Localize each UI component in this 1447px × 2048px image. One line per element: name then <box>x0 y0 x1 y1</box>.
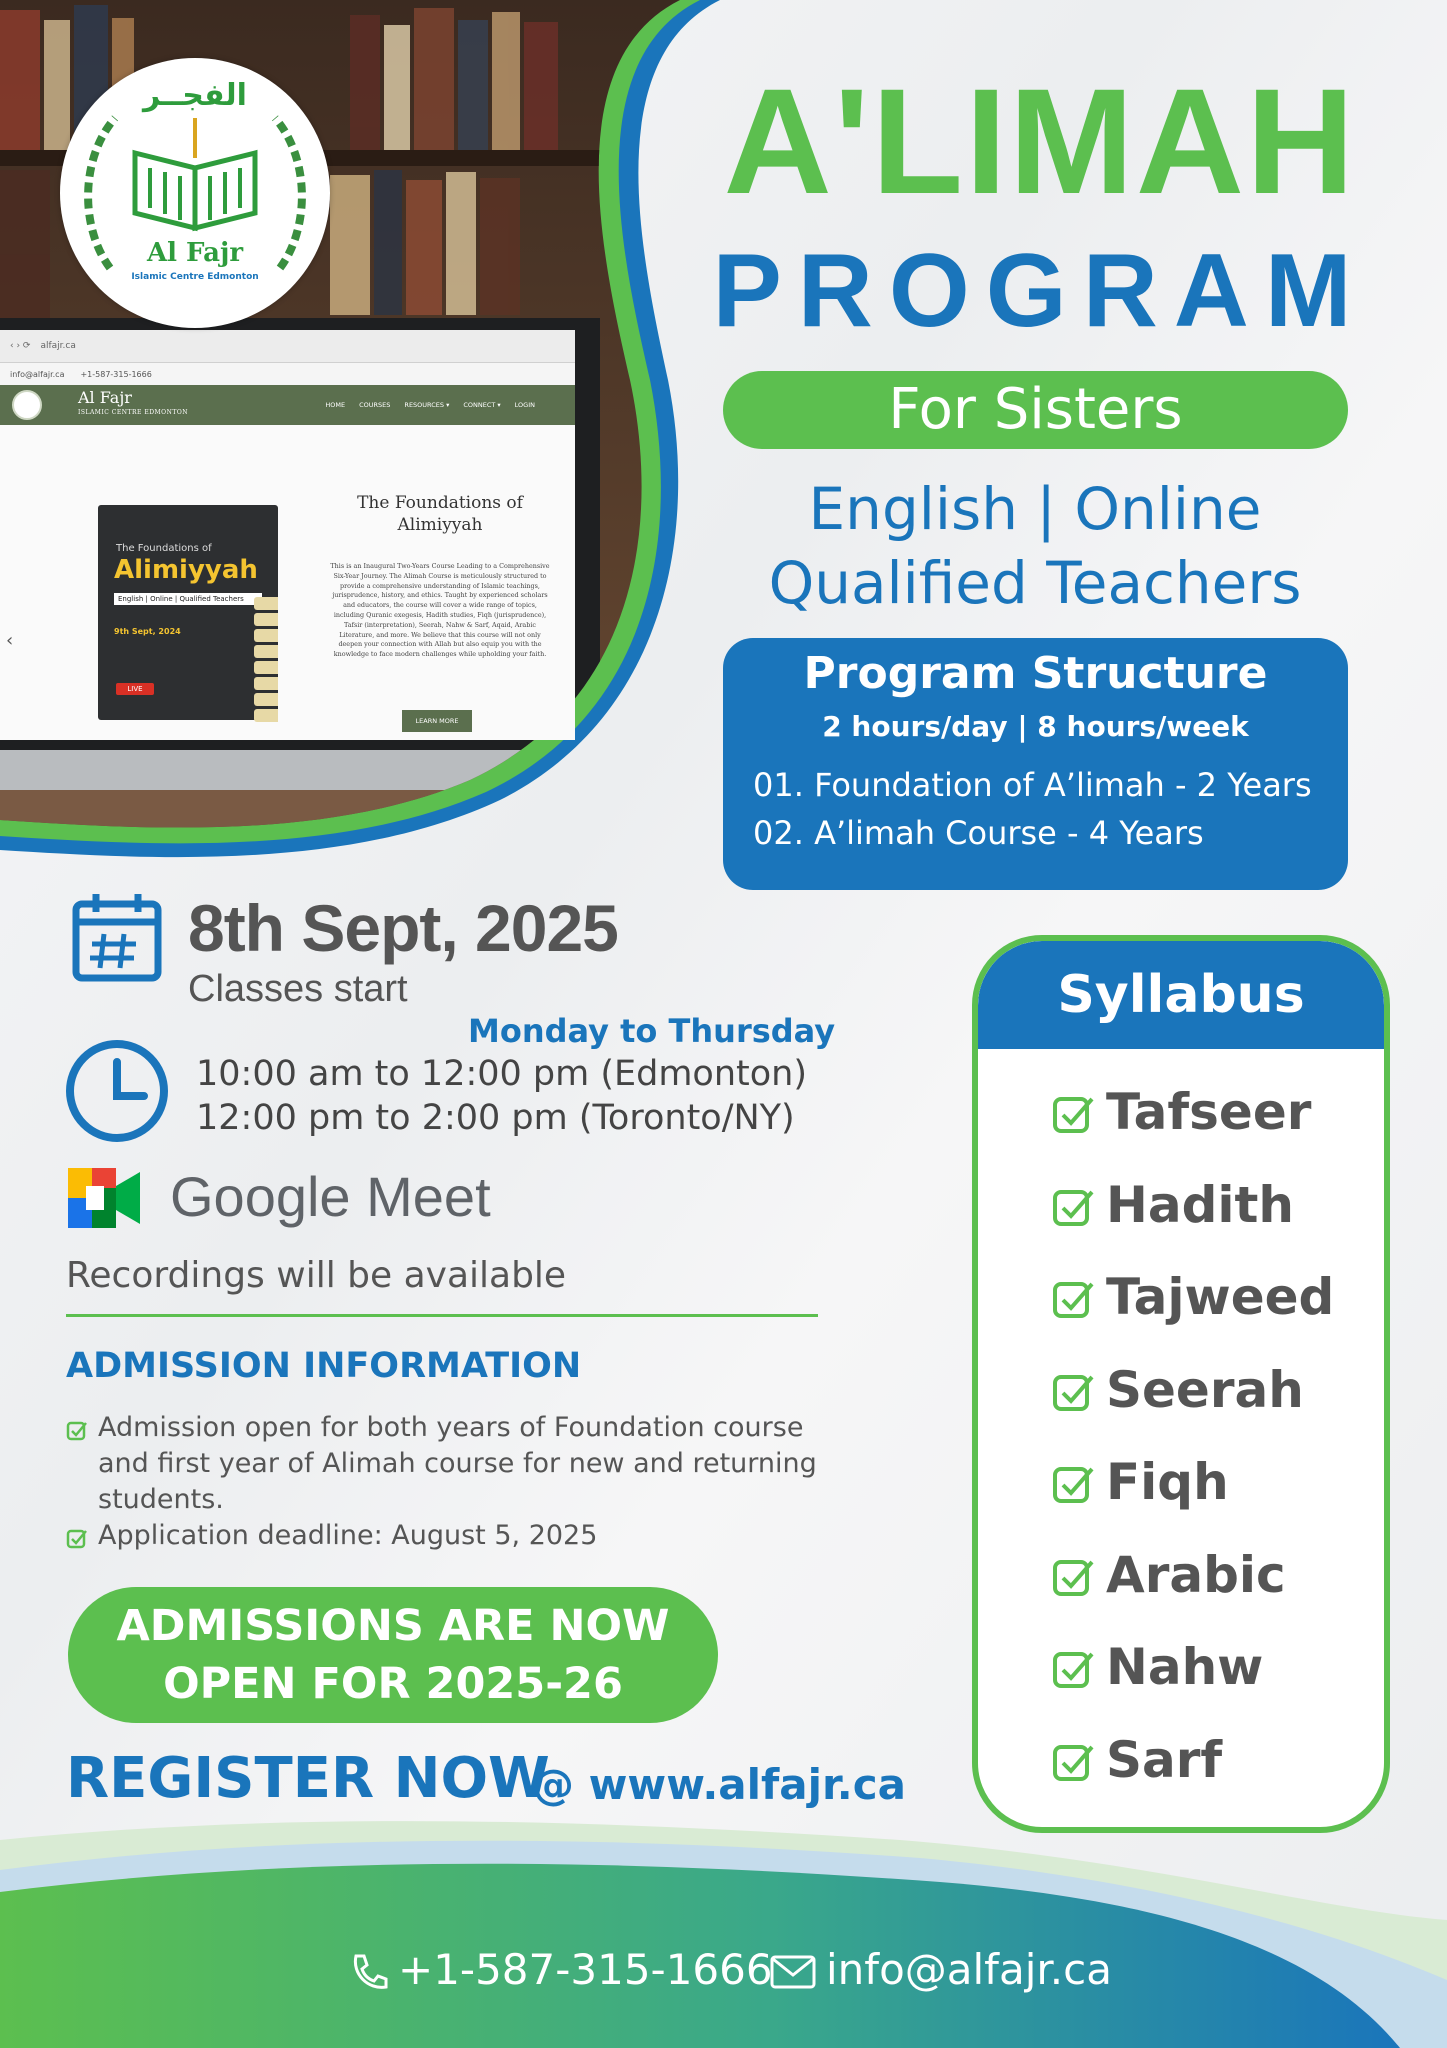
time-edmonton: 10:00 am to 12:00 pm (Edmonton) <box>196 1054 807 1094</box>
logo-arabic: الفجــر <box>143 78 247 113</box>
language-mode: English | Online <box>808 475 1262 543</box>
browser-nav-icons: ‹ › ⟳ <box>10 341 31 351</box>
site-email: info@alfajr.ca <box>10 369 65 379</box>
mini-page-body: This is an Inaugural Two-Years Course Leading to a Comprehensive Six-Year Journey. The Alimah Course is meticulously structured to provide a comprehensive understanding of Islamic teachings, jurisprudence, history, and ethics. Taught by experienced scholars and educators, the course will cover a wide range of topics, including Quranic exegesis, Hadith studies, Fiqh (jurisprudence), Tafsir (interpretation), Seerah, Nahw & Sarf, Aqaid, Arabic Literature, and more. We believe that this course will not only deepen your connection with Allah but also equip you with the knowledge to face modern challenges while upholding your faith. <box>330 562 550 659</box>
google-meet-icon <box>68 1168 140 1228</box>
syllabus-item: Fiqh <box>1106 1453 1229 1511</box>
start-date: 8th Sept, 2025 <box>188 891 618 965</box>
admission-item-deadline: Application deadline: August 5, 2025 <box>98 1520 598 1551</box>
syllabus-item: Hadith <box>1106 1175 1295 1234</box>
syllabus-title: Syllabus <box>978 941 1384 1049</box>
check-icon <box>66 1528 88 1550</box>
wreath-book-icon <box>60 58 330 328</box>
logo-name: Al Fajr <box>146 238 244 268</box>
admissions-open-line2: OPEN FOR 2025-26 <box>163 1659 623 1709</box>
browser-url: alfajr.ca <box>40 341 76 351</box>
site-nav-courses: COURSES <box>359 401 391 409</box>
syllabus-card <box>972 935 1390 1833</box>
footer-wave <box>0 1800 1447 2048</box>
syllabus-item: Tafseer <box>1106 1083 1312 1141</box>
admissions-open-line1: ADMISSIONS ARE NOW <box>116 1601 670 1651</box>
admissions-open-banner <box>68 1587 718 1723</box>
program-structure-title: Program Structure <box>803 648 1268 699</box>
check-icon <box>1052 1278 1096 1322</box>
check-icon <box>1052 1648 1096 1692</box>
title-alimah: A'LIMAH <box>723 57 1357 225</box>
email-icon <box>770 1955 816 1989</box>
classes-start-label: Classes start <box>188 968 408 1010</box>
check-icon <box>1052 1556 1096 1600</box>
site-nav-resources: RESOURCES ▾ <box>404 401 450 409</box>
register-url[interactable]: @ www.alfajr.ca <box>532 1760 906 1809</box>
site-nav-home: HOME <box>325 401 346 409</box>
website-screenshot <box>0 330 575 740</box>
check-icon <box>1052 1741 1096 1785</box>
mini-learn-more-button: LEARN MORE <box>402 710 472 732</box>
admission-heading: ADMISSION INFORMATION <box>66 1346 582 1386</box>
for-sisters-badge: For Sisters <box>723 371 1348 449</box>
google-meet-label: Google Meet <box>170 1165 491 1228</box>
calendar-icon <box>72 892 162 982</box>
mini-flyer-tag: English | Online | Qualified Teachers <box>114 593 262 605</box>
site-brand <box>78 390 188 420</box>
qualified-teachers: Qualified Teachers <box>768 549 1302 617</box>
mini-flyer-small: The Foundations of <box>116 543 212 554</box>
mini-flyer <box>98 505 278 720</box>
site-navbar <box>0 385 575 425</box>
site-nav-links <box>325 401 535 409</box>
program-hours: 2 hours/day | 8 hours/week <box>822 710 1249 743</box>
check-icon <box>66 1420 88 1442</box>
syllabus-item: Sarf <box>1106 1730 1223 1789</box>
site-logo-icon <box>12 390 42 420</box>
phone-icon <box>348 1952 388 1992</box>
site-brand-sub: ISLAMIC CENTRE EDMONTON <box>78 409 189 416</box>
browser-bar <box>0 330 575 363</box>
section-divider <box>66 1314 818 1317</box>
recordings-note: Recordings will be available <box>66 1255 567 1296</box>
program-item-foundation: 01. Foundation of A’limah - 2 Years <box>753 766 1312 804</box>
class-days: Monday to Thursday <box>468 1012 836 1050</box>
al-fajr-logo <box>60 58 330 328</box>
time-toronto: 12:00 pm to 2:00 pm (Toronto/NY) <box>196 1098 795 1138</box>
program-structure-box <box>723 638 1348 890</box>
mini-flyer-live: LIVE <box>116 683 154 695</box>
syllabus-item: Nahw <box>1106 1638 1264 1696</box>
check-icon <box>1052 1371 1096 1415</box>
admission-item-open: Admission open for both years of Foundation course and first year of Alimah course for new and returning students. <box>98 1412 817 1515</box>
check-icon <box>1052 1093 1096 1137</box>
footer-email[interactable]: info@alfajr.ca <box>826 1945 1112 1994</box>
clock-icon <box>64 1038 170 1144</box>
site-nav-login: LOGIN <box>514 401 535 409</box>
site-info-bar <box>0 363 575 385</box>
check-icon <box>1052 1186 1096 1230</box>
register-now: REGISTER NOW <box>66 1746 550 1811</box>
footer-phone[interactable]: +1-587-315-1666 <box>398 1945 773 1994</box>
program-item-alimah: 02. A’limah Course - 4 Years <box>753 814 1204 852</box>
syllabus-item: Arabic <box>1106 1545 1286 1604</box>
mini-flyer-tabs <box>254 597 278 725</box>
syllabus-item: Tajweed <box>1106 1268 1335 1326</box>
mini-flyer-date: 9th Sept, 2024 <box>114 627 181 636</box>
mini-flyer-big: Alimiyyah <box>114 555 258 585</box>
check-icon <box>1052 1463 1096 1507</box>
syllabus-item: Seerah <box>1106 1360 1304 1419</box>
site-phone: +1-587-315-1666 <box>80 369 152 379</box>
carousel-prev-icon: ‹ <box>6 630 14 651</box>
mini-page-title: The Foundations of Alimiyyah <box>357 493 523 535</box>
logo-subtitle: Islamic Centre Edmonton <box>131 272 259 282</box>
site-brand-name: Al Fajr <box>78 388 132 407</box>
title-program: PROGRAM <box>712 233 1368 349</box>
site-nav-connect: CONNECT ▾ <box>463 401 501 409</box>
